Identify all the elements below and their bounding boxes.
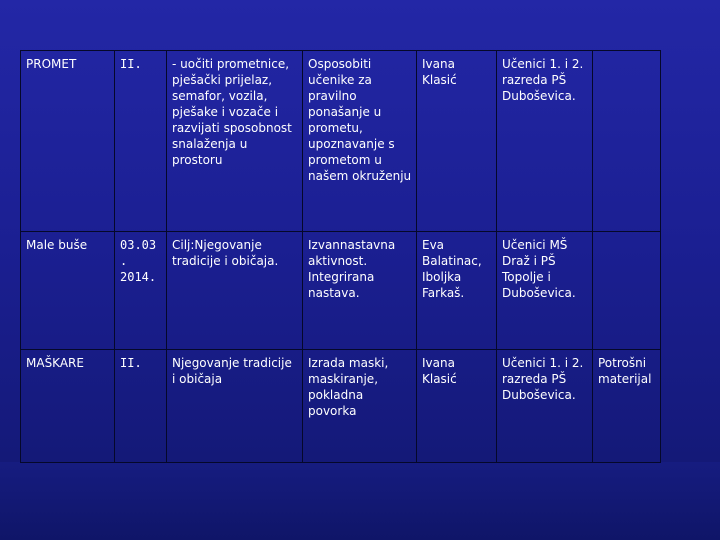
- time-cell: 03.03. 2014.: [115, 232, 167, 350]
- activity-cell: MAŠKARE: [21, 350, 115, 463]
- goal-cell: Izvannastavna aktivnost. Integrirana nastava.: [303, 232, 417, 350]
- notes-cell: Potrošni materijal: [593, 350, 661, 463]
- content-cell: Cilj:Njegovanje tradicije i običaja.: [167, 232, 303, 350]
- slide-bottom-band: [0, 462, 720, 540]
- participants-cell: Učenici 1. i 2. razreda PŠ Duboševica.: [497, 51, 593, 232]
- lead-cell: Ivana Klasić: [417, 51, 497, 232]
- goal-cell: Izrada maski, maskiranje, pokladna povorka: [303, 350, 417, 463]
- table-row: [21, 232, 661, 350]
- table-row: [21, 51, 661, 232]
- participants-cell: Učenici MŠ Draž i PŠ Topolje i Duboševica.: [497, 232, 593, 350]
- table-row: [21, 350, 661, 463]
- content-cell: Njegovanje tradicije i običaja: [167, 350, 303, 463]
- notes-cell: [593, 232, 661, 350]
- notes-cell: [593, 51, 661, 232]
- time-cell: II.: [115, 51, 167, 232]
- lead-cell: Ivana Klasić: [417, 350, 497, 463]
- activities-table: [20, 50, 661, 463]
- participants-cell: Učenici 1. i 2. razreda PŠ Duboševica.: [497, 350, 593, 463]
- time-cell: II.: [115, 350, 167, 463]
- activity-cell: PROMET: [21, 51, 115, 232]
- goal-cell: Osposobiti učenike za pravilno ponašanje u prometu, upoznavanje s prometom u našem okruženju: [303, 51, 417, 232]
- activity-cell: Male buše: [21, 232, 115, 350]
- content-cell: - uočiti prometnice, pješački prijelaz, semafor, vozila, pješake i vozače i razvijati sposobnost snalaženja u prostoru: [167, 51, 303, 232]
- lead-cell: Eva Balatinac, Iboljka Farkaš.: [417, 232, 497, 350]
